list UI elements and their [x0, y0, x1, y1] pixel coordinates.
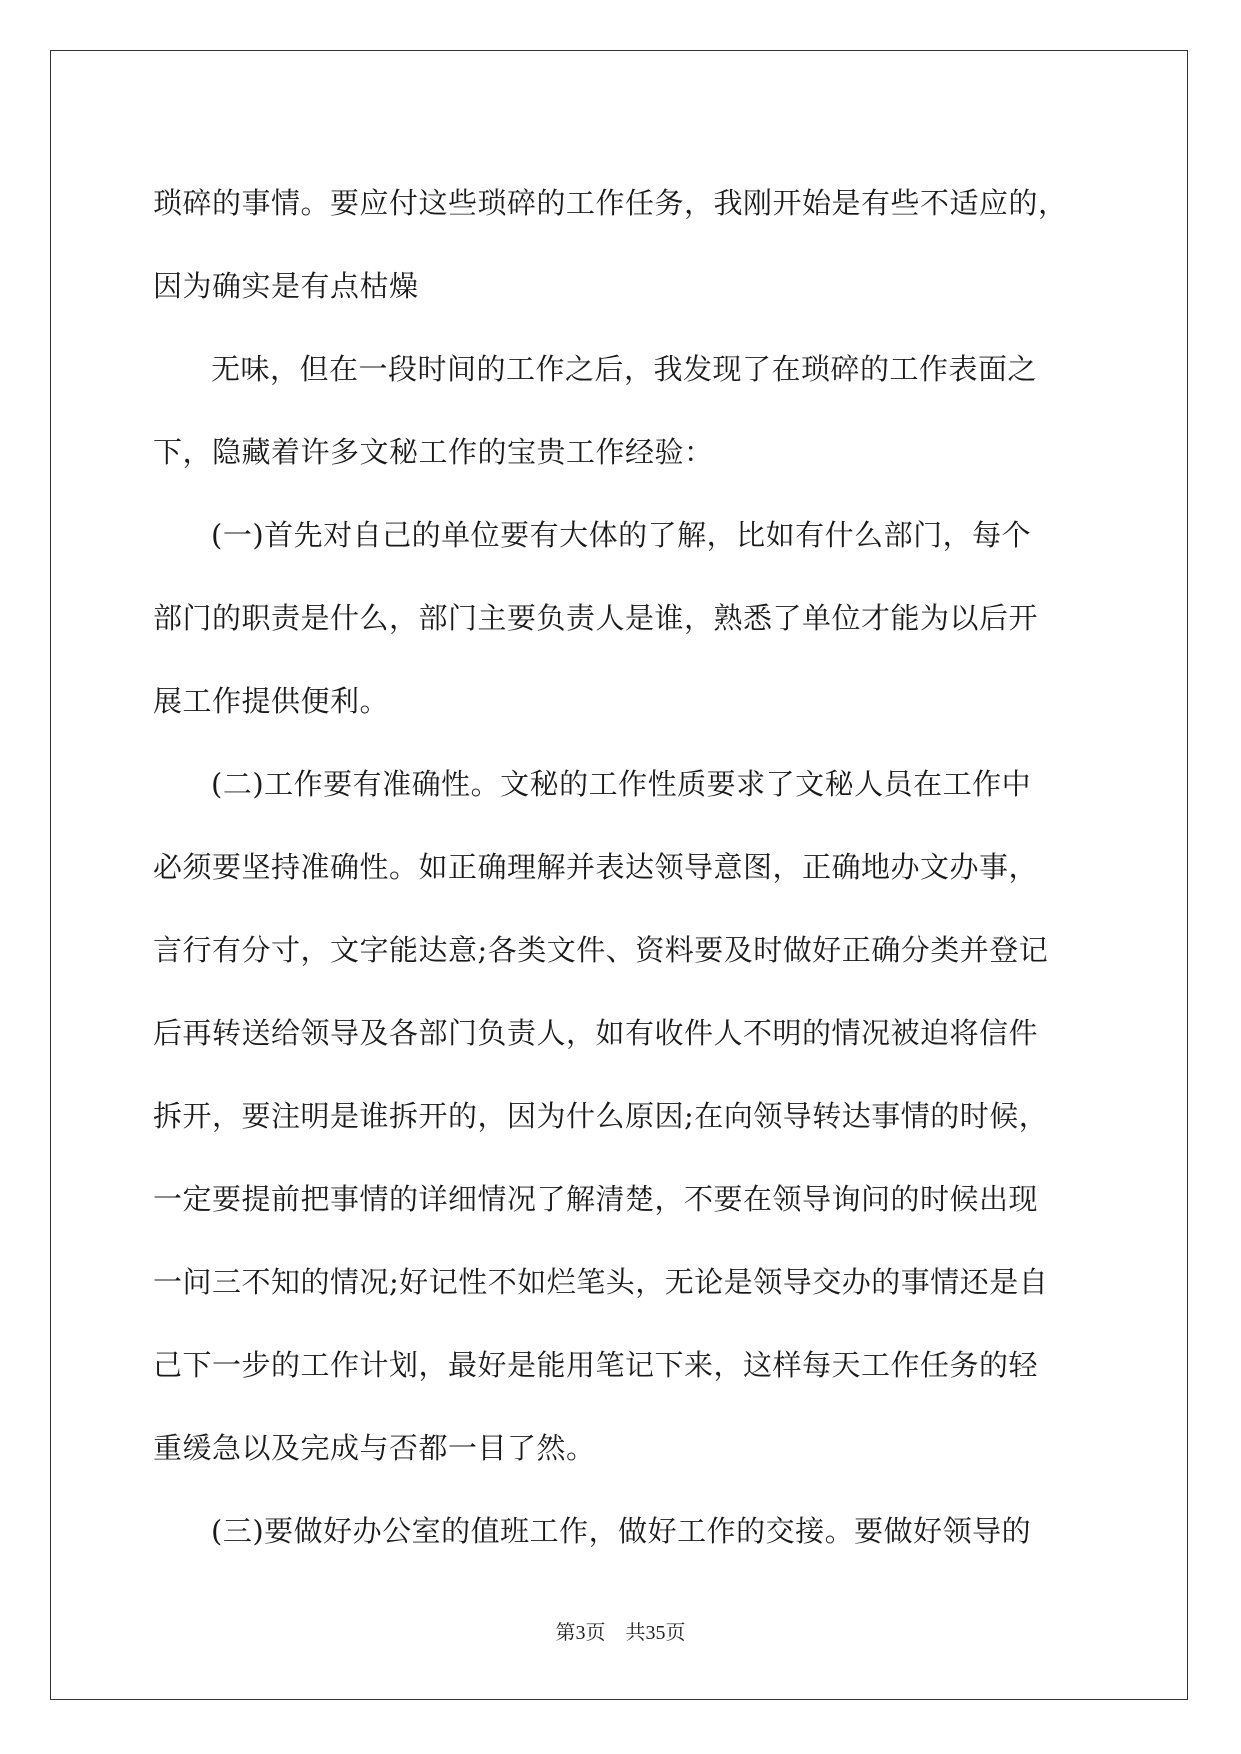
text-line: 下，隐藏着许多文秘工作的宝贵工作经验： [153, 435, 714, 469]
text-line: (二)工作要有准确性。文秘的工作性质要求了文秘人员在工作中 [211, 767, 1032, 801]
page-number: 第3页 共35页 [555, 1622, 686, 1644]
text-line: 一问三不知的情况;好记性不如烂笔头，无论是领导交办的事情还是自 [153, 1265, 1049, 1299]
text-line: (三)要做好办公室的值班工作，做好工作的交接。要做好领导的 [211, 1514, 1032, 1548]
text-line: 言行有分寸，文字能达意;各类文件、资料要及时做好正确分类并登记 [153, 933, 1049, 967]
text-line: 己下一步的工作计划，最好是能用笔记下来，这样每天工作任务的轻 [153, 1348, 1039, 1382]
text-line: 琐碎的事情。要应付这些琐碎的工作任务，我刚开始是有些不适应的， [153, 186, 1068, 220]
text-line: 展工作提供便利。 [153, 684, 390, 718]
text-line: 后再转送给领导及各部门负责人，如有收件人不明的情况被迫将信件 [153, 1016, 1039, 1050]
text-line: 因为确实是有点枯燥 [153, 269, 419, 303]
text-line: 部门的职责是什么，部门主要负责人是谁，熟悉了单位才能为以后开 [153, 601, 1039, 635]
text-line: 重缓急以及完成与否都一目了然。 [153, 1431, 596, 1465]
text-line: 拆开，要注明是谁拆开的，因为什么原因;在向领导转达事情的时候， [153, 1099, 1049, 1133]
text-line: 必须要坚持准确性。如正确理解并表达领导意图，正确地办文办事， [153, 850, 1039, 884]
text-line: (一)首先对自己的单位要有大体的了解，比如有什么部门，每个 [211, 518, 1032, 552]
text-line: 一定要提前把事情的详细情况了解清楚，不要在领导询问的时候出现 [153, 1182, 1039, 1216]
text-line: 无味，但在一段时间的工作之后，我发现了在琐碎的工作表面之 [211, 352, 1038, 386]
document-body [153, 162, 1088, 1573]
